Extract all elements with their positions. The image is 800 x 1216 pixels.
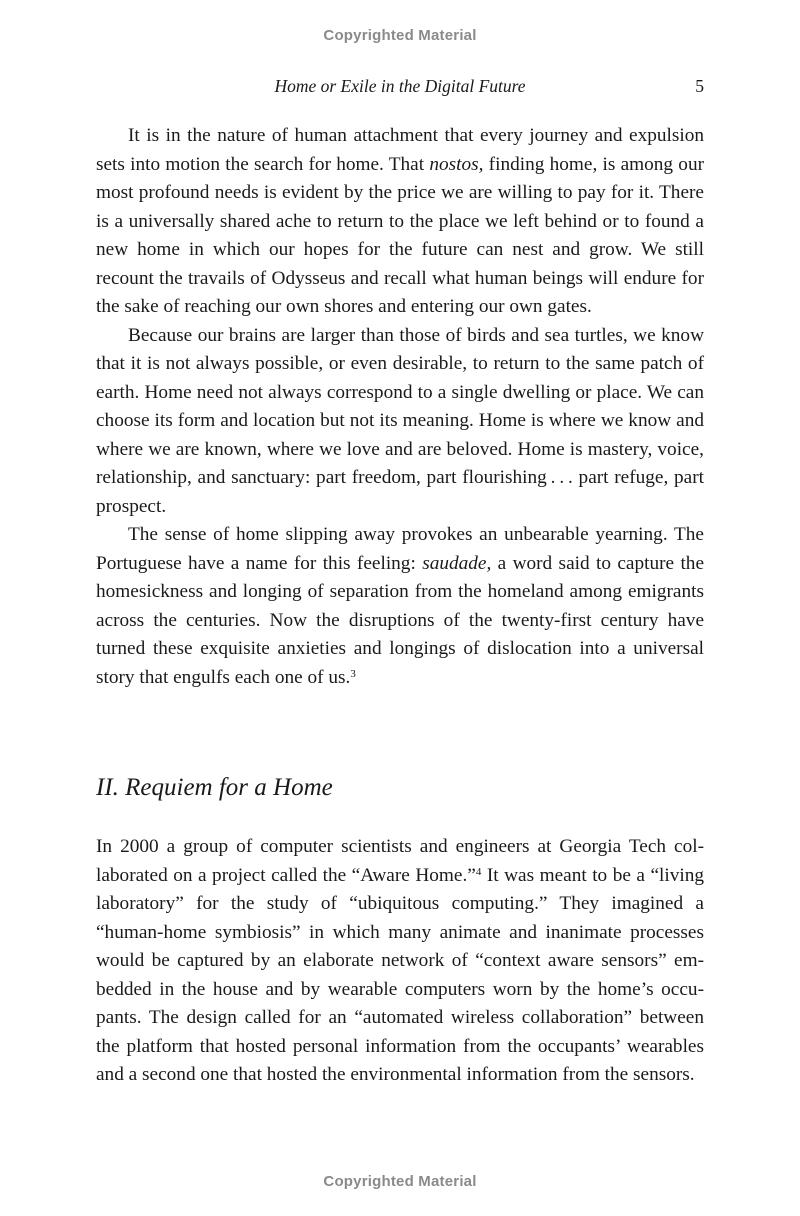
- text-run: It is in the nature of human attachment that every journey and expulsion sets into motion the search for home. That: [96, 125, 704, 175]
- paragraph: [96, 833, 704, 1090]
- text-run: In 2000 a group of computer scientists and engineers at Georgia Tech collaborated on a project called the “Aware Home.”: [96, 836, 704, 886]
- body-text-after-heading: [96, 833, 704, 1090]
- text-run: The sense of home slipping away provokes an unbearable yearning. The Portuguese have a name for this feeling:: [96, 524, 704, 574]
- copyright-watermark-bottom: Copyrighted Material: [323, 1173, 477, 1190]
- page-number: 5: [695, 76, 704, 96]
- running-head: [96, 76, 704, 98]
- text-run: It was meant to be a “living laboratory” for the study of “ubiquitous computing.” They imagined a “human-home symbiosis” in which many animate and inanimate processes would be captured by an elaborate network of “context aware sensors” embedded in the house and by wearable computers worn by the home’s occupants. The design called for an “automated wireless collaboration” between the platform that hosted personal information from the occupants’ wearables and a second one that hosted the environmental information from the sensors.: [96, 864, 704, 1085]
- italic-term: nostos,: [429, 153, 484, 175]
- text-run: Because our brains are larger than those of birds and sea turtles, we know that it is not always possible, or even desirable, to return to the same patch of earth. Home need not always correspond to a single dwelling or place. We can choose its form and location but not its meaning. Home is where we know and where we are known, where we love and are beloved. Home is mastery, voice, relationship, and sanctuary: part freedom, part flourishing . . . part refuge, part prospect.: [96, 324, 704, 517]
- footnote-marker: 3: [350, 667, 356, 680]
- section-heading: II. Requiem for a Home: [96, 774, 333, 801]
- text-run: finding home, is among our most profound needs is evident by the price we are willing to pay for it. There is a universally shared ache to return to the place we left behind or to found a new home in which our hopes for the future can nest and grow. We still recount the travails of Odysseus and recall what human beings will endure for the sake of reaching our own shores and entering our own gates.: [96, 153, 705, 317]
- italic-term: saudade,: [422, 552, 492, 574]
- text-run: a word said to capture the homesickness and longing of separation from the homeland among emigrants across the centuries. Now the disruptions of the twenty-first century have turned these exquisite anxieties and longings of dislocation into a universal story that engulfs each one of us.: [96, 552, 704, 688]
- copyright-watermark-top: Copyrighted Material: [323, 27, 477, 44]
- paragraph: [96, 322, 704, 522]
- paragraph: [96, 521, 704, 692]
- body-text-before-heading: [96, 122, 704, 692]
- footnote-marker: 4: [475, 865, 482, 878]
- running-head-title: Home or Exile in the Digital Future: [274, 76, 526, 96]
- paragraph: [96, 122, 704, 322]
